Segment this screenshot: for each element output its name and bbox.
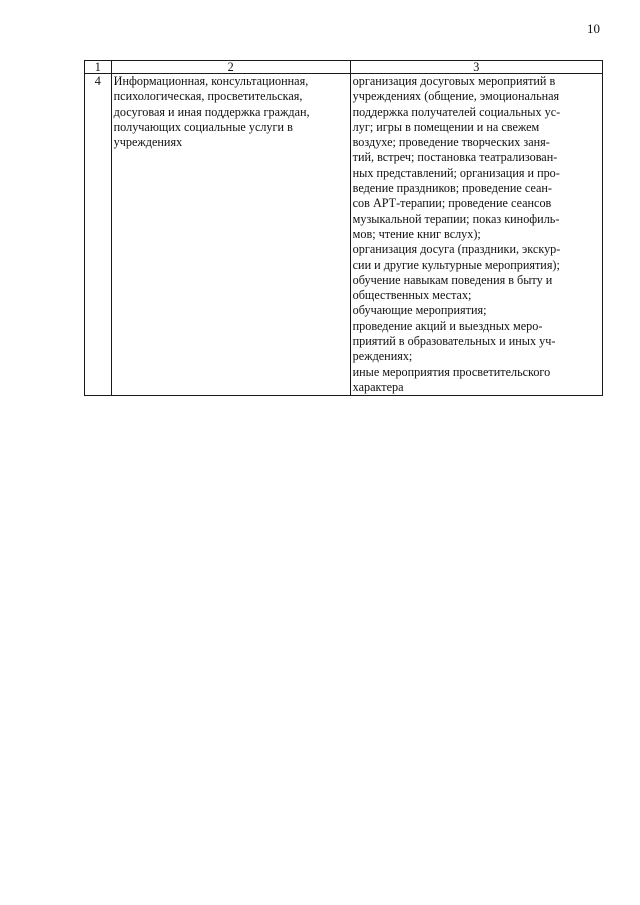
header-cell-1: 1	[85, 61, 112, 74]
table-row	[85, 74, 603, 396]
activity-item: обучение навыкам поведения в быту и общественных местах;	[352, 272, 553, 303]
activity-item: иные мероприятия просветительского характера	[352, 364, 551, 394]
services-table	[84, 60, 603, 396]
activity-item: проведение акций и выездных меро- приятий в образовательных и иных уч- реждениях;	[352, 318, 556, 364]
service-name-cell: Информационная, консультационная, психологическая, просветительская, досуговая и иная поддержка граждан, получающих социальные услуги в учреждениях	[111, 74, 350, 396]
row-number-cell: 4	[85, 74, 112, 396]
activity-item: обучающие мероприятия;	[352, 303, 487, 318]
activities-cell	[350, 74, 602, 396]
header-cell-2: 2	[111, 61, 350, 74]
activity-item: организация досуговых мероприятий в учреждениях (общение, эмоциональная поддержка получателей социальных ус- луг; игры в помещении и на свежем воздухе; проведение творческих заня- тий, встреч; постановка театрализован- ных представлений; организация и про- ведение праздников; проведение сеан- сов АРТ-терапии; проведение сеансов музыкальной терапии; показ кинофиль- мов; чтение книг вслух);	[352, 74, 561, 241]
page-number: 10	[587, 21, 600, 36]
table-header-row	[85, 61, 603, 74]
header-cell-3: 3	[350, 61, 602, 74]
activity-item: организация досуга (праздники, экскур- сии и другие культурные мероприятия);	[352, 242, 561, 272]
